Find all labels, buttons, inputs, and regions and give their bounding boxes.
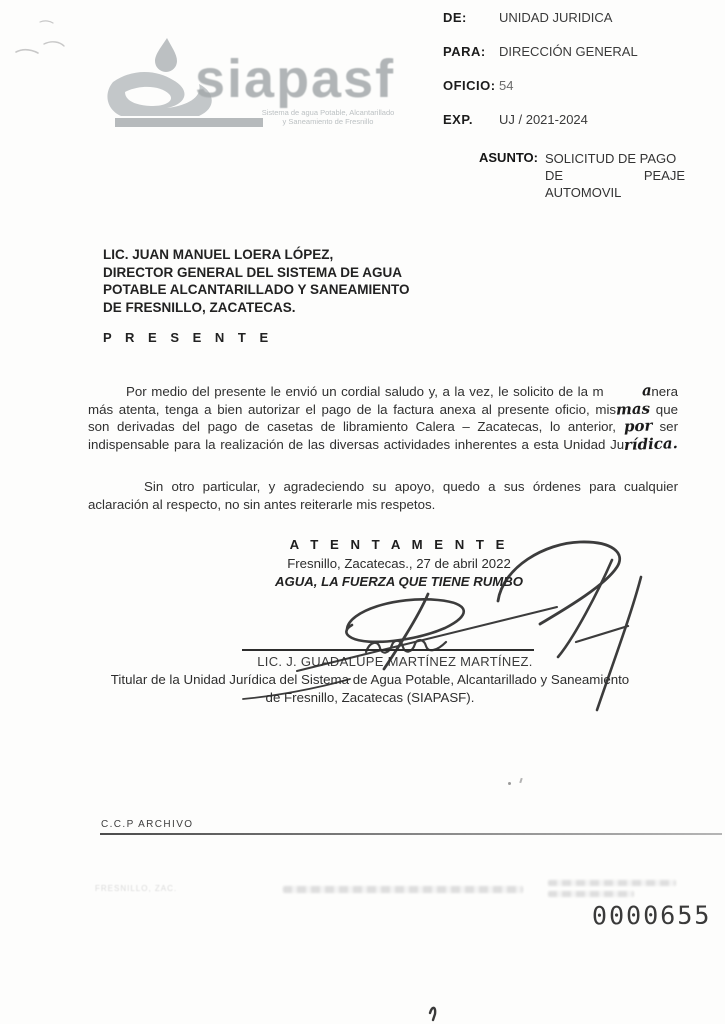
meta-row-para [443, 44, 713, 59]
exp-label: EXP. [443, 112, 473, 127]
p1-l2-handwritten: mas [615, 399, 651, 419]
footer-center-illegible-text [283, 886, 523, 893]
letter-meta-block [443, 10, 713, 146]
p2-line2: aclaración al respecto, no sin antes reiterarle mis respetos. [88, 496, 436, 512]
siapasf-logo [95, 30, 405, 140]
p1-l3-handwritten: por [623, 416, 653, 436]
recipient-title-line2: POTABLE ALCANTARILLADO Y SANEAMIENTO [103, 282, 410, 297]
asunto-line2 [545, 167, 685, 184]
logo-tagline-line1: Sistema de agua Potable, Alcantarillado [261, 108, 395, 117]
closing-block [233, 536, 565, 592]
footer-right-illegible-text-line1 [548, 880, 676, 886]
signer-title-line1: Titular de la Unidad Jurídica del Sistema de Agua Potable, Alcantarillado y Saneamiento [110, 672, 630, 687]
presente-line: P R E S E N T E [103, 330, 274, 345]
de-label: DE: [443, 10, 467, 25]
meta-row-exp [443, 112, 713, 127]
p2-line1: Sin otro particular, y agradeciendo su apoyo, quedo a sus órdenes para cualquier [144, 479, 678, 494]
logo-tagline [243, 108, 413, 126]
p1-l3-print: son derivadas del pago de casetas de libramiento Calera – Zacatecas, lo anterior, [88, 419, 624, 435]
meta-row-de [443, 10, 713, 25]
asunto-label: ASUNTO: [479, 150, 538, 165]
footer-left-faint-text: FRESNILLO, ZAC. [95, 884, 178, 893]
date-line: Fresnillo, Zacatecas., 27 de abril 2022 [287, 555, 511, 571]
ccp-line: C.C.P ARCHIVO [101, 819, 194, 830]
asunto-value [545, 150, 697, 201]
para-value: DIRECCIÓN GENERAL [499, 44, 638, 59]
asunto-line3: AUTOMOVIL [545, 185, 622, 200]
p1-l2-print2: que [650, 401, 678, 417]
p1-line3 [88, 418, 678, 436]
p1-l4-print: indispensable para la realización de las diversas actividades inherentes a esta Unidad Ju [88, 436, 625, 452]
footer-right-illegible-text-line2 [548, 891, 634, 897]
recipient-block [103, 246, 410, 316]
de-value: UNIDAD JURIDICA [499, 10, 613, 25]
meta-row-oficio [443, 78, 713, 93]
recipient-name: LIC. JUAN MANUEL LOERA LÓPEZ, [103, 247, 334, 262]
atentamente-line: A T E N T A M E N T E [289, 537, 509, 552]
asunto-line2-peaje: PEAJE [643, 168, 685, 183]
oficio-label: OFICIO: [443, 78, 496, 93]
speck-mark [519, 778, 522, 783]
signer-name: LIC. J. GUADALUPE MARTÍNEZ MARTÍNEZ. [257, 654, 533, 669]
p1-l1-print: Por medio del presente le envió un cordial saludo y, a la vez, le solicito de la m [126, 384, 604, 399]
signature-rule [242, 649, 534, 651]
p1-l1-print2: nera [651, 384, 678, 399]
motto-line: AGUA, LA FUERZA QUE TIENE RUMBO [274, 574, 524, 589]
para-label: PARA: [443, 44, 486, 59]
p1-line1 [88, 383, 678, 401]
body-paragraph-1 [88, 383, 678, 453]
body-paragraph-2 [88, 478, 678, 513]
p1-l2-print: más atenta, tenga a bien autorizar el pago de la factura anexa al presente oficio, mis [88, 401, 617, 417]
logo-tagline-line2: y Saneamiento de Fresnillo [282, 117, 374, 126]
asunto-block [479, 150, 714, 201]
asunto-line2-de: DE [545, 168, 564, 183]
p1-line4 [88, 433, 679, 454]
speck-mark [508, 782, 511, 785]
p1-l1-handwritten: a [641, 381, 652, 400]
p1-line2 [88, 401, 678, 419]
recipient-title-line3: DE FRESNILLO, ZACATECAS. [103, 299, 296, 315]
oficio-value: 54 [499, 78, 514, 93]
exp-value: UJ / 2021-2024 [499, 112, 588, 127]
signer-title [48, 671, 692, 707]
logo-wordmark: siapasf [195, 49, 396, 109]
signer-title-line2: de Fresnillo, Zacatecas (SIAPASF). [265, 690, 475, 705]
p1-l4-handwritten: rídica. [623, 433, 679, 454]
p1-l3-print2: ser [651, 419, 678, 435]
asunto-line1: SOLICITUD DE PAGO [545, 151, 677, 166]
recipient-title-line1: DIRECTOR GENERAL DEL SISTEMA DE AGUA [103, 264, 403, 280]
folio-number-stamp: 0000655 [591, 900, 712, 931]
footer-rule [100, 833, 722, 835]
